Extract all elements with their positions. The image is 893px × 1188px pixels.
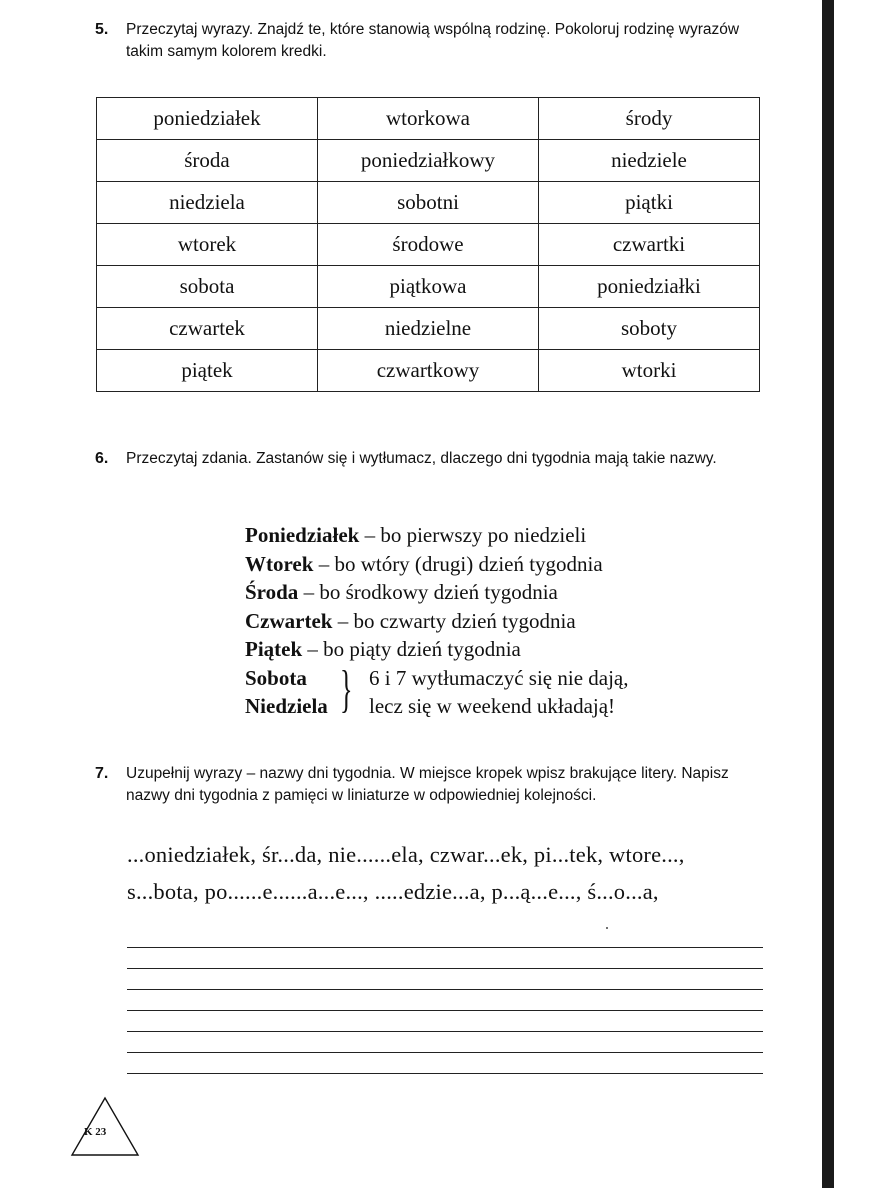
table-cell: sobotni (318, 182, 539, 224)
table-cell: soboty (539, 308, 760, 350)
table-cell: wtorek (97, 224, 318, 266)
day-name: Wtorek (245, 551, 314, 576)
curly-brace-icon: } (340, 660, 353, 718)
print-speck (606, 927, 608, 929)
task-7 (95, 763, 766, 807)
reason-text: – bo środkowy dzień tygodnia (298, 580, 558, 604)
task-5 (95, 19, 766, 63)
table-row (97, 98, 760, 140)
task-instruction: Uzupełnij wyrazy – nazwy dni tygodnia. W miejsce kropek wpisz brakujące litery. Napisz nazwy dni tygodnia z pamięci w liniaturze w odpowiedniej kolejności. (126, 765, 729, 804)
day-name: Niedziela (245, 694, 328, 718)
day-name: Poniedziałek (245, 523, 360, 547)
page-edge-bar (822, 0, 834, 1188)
writing-line[interactable] (127, 1073, 763, 1074)
writing-line[interactable] (127, 989, 763, 990)
day-name: Piątek (245, 637, 303, 661)
table-cell: czwartek (97, 308, 318, 350)
day-name: Czwartek (245, 608, 333, 633)
table-cell: niedziela (97, 182, 318, 224)
task-number: 6. (95, 450, 109, 467)
table-cell: niedzielne (318, 308, 539, 350)
reason-line (245, 521, 603, 550)
day-name-reasons (245, 521, 629, 721)
fill-in-line: s...bota, po......e......a...e..., .....edzie...a, p...ą...e..., ś...o...a, (127, 879, 659, 904)
day-name: Środa (245, 580, 299, 604)
rhyme-line: 6 i 7 wytłumaczyć się nie dają, (369, 665, 629, 690)
task-number: 7. (95, 765, 109, 782)
reason-line (245, 578, 603, 607)
reason-text: – bo czwarty dzień tygodnia (332, 608, 576, 633)
table-cell: środa (97, 140, 318, 182)
task-instruction: Przeczytaj wyrazy. Znajdź te, które stanowią wspólną rodzinę. Pokoloruj rodzinę wyrazów takim samym kolorem kredki. (126, 21, 740, 60)
table-cell: poniedziałkowy (318, 140, 539, 182)
day-name: Sobota (245, 665, 307, 690)
reason-text: – bo pierwszy po niedzieli (359, 523, 587, 547)
writing-line[interactable] (127, 947, 763, 948)
table-cell: piątek (97, 350, 318, 392)
writing-line[interactable] (127, 1010, 763, 1011)
task-number: 5. (95, 21, 109, 38)
reason-line (245, 607, 603, 636)
table-row (97, 266, 760, 308)
weekend-pair (245, 660, 629, 721)
rhyme-line: lecz się w weekend układają! (369, 694, 616, 718)
table-cell: środowe (318, 224, 539, 266)
table-cell: poniedziałki (539, 266, 760, 308)
writing-line[interactable] (127, 1052, 763, 1053)
table-row (97, 224, 760, 266)
reason-text: – bo piąty dzień tygodnia (302, 637, 521, 661)
table-row (97, 140, 760, 182)
table-cell: piątki (539, 182, 760, 224)
writing-line[interactable] (127, 968, 763, 969)
reason-line (245, 550, 603, 579)
table-row (97, 308, 760, 350)
table-cell: piątkowa (318, 266, 539, 308)
task-6 (95, 448, 766, 470)
writing-line[interactable] (127, 1031, 763, 1032)
page-badge-label: K 23 (84, 1126, 107, 1138)
table-row (97, 182, 760, 224)
table-cell: sobota (97, 266, 318, 308)
table-cell: poniedziałek (97, 98, 318, 140)
reason-text: – bo wtóry (drugi) dzień tygodnia (313, 551, 603, 576)
table-cell: czwartkowy (318, 350, 539, 392)
table-cell: wtorkowa (318, 98, 539, 140)
table-cell: środy (539, 98, 760, 140)
weekend-rhyme (369, 664, 629, 721)
word-family-table (96, 97, 760, 392)
table-cell: czwartki (539, 224, 760, 266)
table-cell: niedziele (539, 140, 760, 182)
weekend-days (245, 664, 328, 721)
table-cell: wtorki (539, 350, 760, 392)
fill-in-line: ...oniedziałek, śr...da, nie......ela, czwar...ek, pi...tek, wtore..., (127, 842, 685, 867)
task-instruction: Przeczytaj zdania. Zastanów się i wytłumacz, dlaczego dni tygodnia mają takie nazwy. (126, 450, 717, 467)
table-row (97, 350, 760, 392)
reason-line (245, 635, 603, 664)
